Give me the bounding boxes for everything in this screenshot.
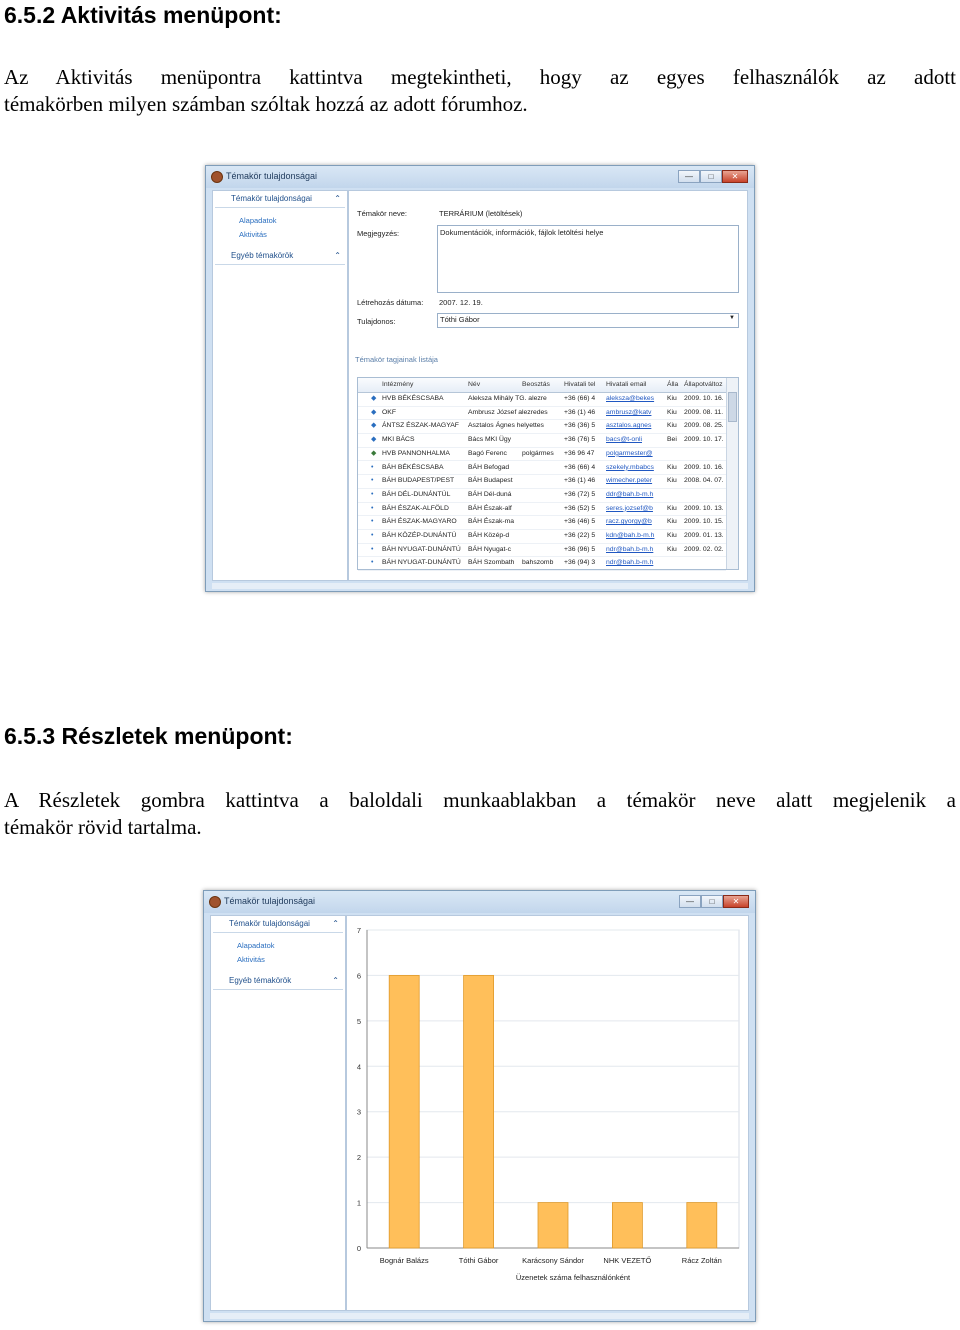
section-heading-reszletek: 6.5.3 Részletek menüpont: — [4, 723, 293, 749]
grid-header — [358, 378, 726, 393]
activity-bar-chart — [347, 916, 747, 1310]
bar — [612, 1203, 642, 1248]
bar — [464, 975, 494, 1248]
table-cell: 2009. 08. 11. — [684, 408, 724, 416]
table-cell: Kiu — [667, 408, 677, 416]
name-value: TERRÁRIUM (letöltések) — [439, 209, 523, 218]
window-activity-chart — [203, 890, 756, 1322]
table-cell: Kiu — [667, 545, 677, 553]
maximize-button[interactable]: □ — [700, 170, 722, 183]
table-cell: BÁH ÉSZAK-ALFÖLD — [382, 504, 449, 512]
bar — [538, 1203, 568, 1248]
sidebar-item-alapadatok[interactable]: Alapadatok — [239, 216, 277, 225]
table-cell: BÁH Észak-ma — [468, 518, 515, 526]
table-row[interactable] — [358, 433, 726, 448]
table-cell: +36 (36) 5 — [564, 422, 596, 430]
table-cell: Kiu — [667, 504, 677, 512]
sidebar-group-properties[interactable] — [213, 916, 343, 933]
table-cell: Kiu — [667, 518, 677, 526]
table-cell: ÁNTSZ ÉSZAK-MAGYAF — [382, 422, 459, 430]
members-grid — [357, 377, 739, 570]
table-row[interactable] — [358, 502, 726, 517]
table-cell[interactable]: aleksza@bekes — [606, 395, 655, 402]
table-cell[interactable]: polgarmester@ — [606, 449, 653, 457]
chevron-up-icon[interactable]: ⌃ — [332, 919, 339, 928]
table-cell: +36 (76) 5 — [564, 436, 596, 444]
table-cell[interactable]: szekely.mbabcs — [606, 463, 654, 471]
owner-select[interactable] — [437, 313, 739, 328]
table-row[interactable] — [358, 419, 726, 434]
window-title: Témakör tulajdonságai — [224, 896, 316, 906]
sidebar-item-aktivitas[interactable]: Aktivitás — [237, 955, 265, 964]
paragraph-line: Az Aktivitás menüpontra kattintva megtekintheti, hogy az egyes felhasználók az adott — [4, 65, 956, 89]
scroll-thumb[interactable] — [728, 392, 737, 422]
table-cell: Kiu — [667, 477, 677, 485]
table-cell[interactable]: asztalos.agnes — [606, 422, 652, 430]
table-row[interactable] — [358, 474, 726, 489]
created-label: Létrehozás dátuma: — [357, 298, 424, 307]
paragraph-line: A Részletek gombra kattintva a baloldali munkaablakban a témakör neve alatt megjelenik a — [4, 788, 956, 812]
table-cell: 2008. 04. 07. — [684, 477, 724, 485]
table-cell: Bács MKI Ügy — [468, 436, 512, 444]
table-cell: Aleksza Mihály TG. alezre — [468, 395, 547, 402]
note-label: Megjegyzés: — [357, 229, 400, 238]
y-tick-label: 6 — [356, 971, 361, 981]
chevron-up-icon[interactable]: ⌃ — [332, 976, 339, 985]
table-cell: +36 (96) 5 — [564, 545, 596, 553]
y-tick-label: 7 — [356, 926, 361, 935]
chevron-up-icon[interactable]: ⌃ — [334, 194, 341, 203]
x-tick-label: Bognár Balázs — [379, 1256, 429, 1265]
org-icon: • — [371, 545, 374, 553]
table-cell: polgármes — [522, 449, 554, 457]
table-row[interactable] — [358, 515, 726, 530]
table-cell: Kiu — [667, 422, 677, 430]
column-header[interactable]: Hivatali tel — [564, 381, 596, 388]
sidebar-group-label: Témakör tulajdonságai — [231, 194, 312, 203]
paragraph-aktivitas — [4, 64, 956, 118]
org-icon: ◆ — [371, 408, 377, 416]
table-cell: +36 (66) 4 — [564, 395, 596, 402]
table-cell: +36 (1) 46 — [564, 408, 596, 416]
y-tick-label: 3 — [356, 1107, 361, 1117]
org-icon: ◆ — [371, 436, 377, 444]
table-cell: BÁH NYUGAT-DUNÁNTÚ — [382, 559, 461, 567]
org-icon: ◆ — [371, 395, 377, 402]
table-cell[interactable]: wimecher.peter — [606, 477, 653, 485]
bar — [687, 1203, 717, 1248]
org-icon: • — [371, 490, 374, 498]
table-cell: 2009. 10. 17. — [684, 436, 724, 444]
note-textarea[interactable] — [437, 225, 739, 293]
table-cell: +36 (52) 5 — [564, 504, 596, 512]
table-row[interactable] — [358, 461, 726, 476]
org-icon: ◆ — [371, 422, 377, 430]
table-cell: +36 (1) 46 — [564, 477, 596, 485]
table-cell[interactable]: racz.gyorgy@b — [606, 518, 652, 526]
table-row[interactable] — [358, 529, 726, 544]
org-icon: • — [371, 518, 374, 526]
table-cell: Kiu — [667, 395, 677, 402]
column-header[interactable]: Állapotváltoz — [684, 381, 723, 388]
sidebar-item-aktivitas[interactable]: Aktivitás — [239, 230, 267, 239]
section-heading-aktivitas: 6.5.2 Aktivitás menüpont: — [4, 2, 282, 28]
table-cell: BÁH Szombath — [468, 559, 515, 567]
sidebar-item-alapadatok[interactable]: Alapadatok — [237, 941, 275, 950]
table-cell: Ambrusz József alezredes — [468, 408, 548, 416]
table-cell: +36 (46) 5 — [564, 518, 596, 526]
members-title: Témakör tagjainak listája — [355, 355, 438, 364]
column-header[interactable]: Beosztás — [522, 381, 550, 388]
table-cell: MKI BÁCS — [382, 436, 415, 444]
grid-scrollbar[interactable] — [726, 378, 738, 569]
table-cell: BÁH ÉSZAK-MAGYARO — [382, 518, 457, 526]
table-cell: +36 96 47 — [564, 449, 595, 457]
x-tick-label: NHK VEZETŐ — [603, 1256, 652, 1265]
created-value: 2007. 12. 19. — [439, 298, 483, 307]
table-cell: BÁH DÉL-DUNÁNTÚL — [382, 490, 451, 498]
note-value: Dokumentációk, információk, fájlok letöltési helye — [440, 228, 604, 237]
table-cell: 2009. 02. 02. — [684, 545, 724, 553]
bar — [389, 975, 419, 1248]
table-cell[interactable]: ddr@bah.b-m.h — [606, 490, 654, 498]
sidebar-group-properties[interactable] — [215, 191, 345, 208]
table-cell: BÁH Budapest — [468, 477, 513, 485]
table-row[interactable] — [358, 488, 726, 503]
y-tick-label: 2 — [356, 1153, 361, 1163]
table-cell: Bei — [667, 436, 677, 444]
table-cell: 2009. 10. 16. — [684, 463, 724, 471]
table-cell: Asztalos Ágnes helyettes — [468, 422, 544, 430]
org-icon: • — [371, 504, 374, 512]
column-header[interactable]: Intézmény — [382, 381, 414, 388]
y-tick-label: 0 — [356, 1244, 361, 1253]
table-cell: +36 (66) 4 — [564, 463, 596, 471]
table-cell: BÁH KÖZÉP-DUNÁNTÚ — [382, 532, 457, 539]
table-cell[interactable]: bacs@t-onli — [606, 436, 642, 444]
maximize-button[interactable]: □ — [701, 895, 723, 908]
table-cell[interactable]: kdn@bah.b-m.h — [606, 532, 655, 539]
table-row[interactable] — [358, 392, 726, 407]
table-cell: 2009. 10. 13. — [684, 504, 724, 512]
table-cell: HVB BÉKÉSCSABA — [382, 395, 444, 402]
sidebar — [210, 915, 346, 1311]
chart-panel — [346, 915, 749, 1311]
table-row[interactable] — [358, 447, 726, 462]
statusbar — [210, 1313, 749, 1319]
sidebar-group-label: Egyéb témakörök — [229, 976, 292, 985]
table-cell[interactable]: seres.jozsef@b — [606, 504, 653, 512]
content-panel — [348, 190, 748, 581]
window-member-list — [205, 165, 755, 592]
titlebar — [206, 166, 754, 188]
table-cell[interactable]: ambrusz@katv — [606, 408, 652, 416]
close-button[interactable]: ✕ — [723, 895, 749, 908]
chevron-down-icon[interactable]: ▼ — [729, 315, 735, 321]
owner-value: Tóthi Gábor — [440, 315, 480, 324]
close-button[interactable]: ✕ — [722, 170, 748, 183]
table-cell[interactable]: ndr@bah.b-m.h — [606, 545, 654, 553]
paragraph-line: témakörben milyen számban szóltak hozzá az adott fórumhoz. — [4, 92, 528, 116]
name-label: Témakör neve: — [357, 209, 408, 218]
org-icon: ◆ — [371, 449, 377, 457]
table-cell: BÁH Közép-d — [468, 532, 510, 539]
column-header[interactable]: Álla — [667, 381, 679, 388]
x-tick-label: Rácz Zoltán — [681, 1256, 722, 1265]
org-icon: • — [371, 559, 374, 567]
app-icon — [211, 171, 223, 183]
table-cell: HVB PANNONHALMA — [382, 449, 450, 457]
y-tick-label: 4 — [356, 1062, 361, 1072]
table-row[interactable] — [358, 543, 726, 558]
table-cell: BÁH Befogad — [468, 463, 510, 471]
sidebar-group-label: Egyéb témakörök — [231, 251, 294, 260]
org-icon: • — [371, 477, 374, 485]
table-cell: bahszomb — [522, 559, 554, 567]
table-cell: 2009. 08. 25. — [684, 422, 724, 430]
table-cell: BÁH BÉKÉSCSABA — [382, 463, 444, 471]
y-tick-label: 5 — [356, 1016, 361, 1026]
sidebar — [212, 190, 348, 581]
column-header[interactable]: Hivatali email — [606, 381, 647, 388]
statusbar — [212, 583, 748, 589]
table-cell: Kiu — [667, 532, 677, 539]
app-icon — [209, 896, 221, 908]
paragraph-reszletek — [4, 787, 956, 841]
owner-label: Tulajdonos: — [357, 317, 396, 326]
org-icon: • — [371, 532, 374, 539]
plot-area — [367, 930, 739, 1248]
minimize-button[interactable]: — — [679, 895, 701, 908]
table-cell: +36 (94) 3 — [564, 559, 596, 567]
sidebar-group-other[interactable] — [213, 973, 343, 990]
x-tick-label: Karácsony Sándor — [522, 1256, 584, 1265]
sidebar-group-label: Témakör tulajdonságai — [229, 919, 310, 928]
table-row[interactable] — [358, 406, 726, 421]
table-cell: 2009. 01. 13. — [684, 532, 724, 539]
table-cell: BÁH Dél-duná — [468, 490, 512, 498]
table-cell: +36 (72) 5 — [564, 490, 596, 498]
x-tick-label: Tóthi Gábor — [458, 1256, 499, 1265]
x-axis-label: Üzenetek száma felhasználónként — [515, 1273, 631, 1282]
table-cell: 2009. 10. 16. — [684, 395, 724, 402]
sidebar-group-other[interactable] — [215, 248, 345, 265]
table-row[interactable] — [358, 556, 726, 571]
table-cell: Bagó Ferenc — [468, 449, 507, 457]
titlebar — [204, 891, 755, 913]
table-cell[interactable]: ndr@bah.b-m.h — [606, 559, 654, 567]
column-header[interactable]: Név — [468, 381, 481, 388]
table-cell: BÁH Észak-alf — [468, 504, 512, 512]
grid-corner — [361, 381, 369, 389]
chevron-up-icon[interactable]: ⌃ — [334, 251, 341, 260]
table-cell: Kiu — [667, 463, 677, 471]
minimize-button[interactable]: — — [678, 170, 700, 183]
table-cell: 2009. 10. 15. — [684, 518, 724, 526]
table-cell: BÁH BUDAPEST/PEST — [382, 477, 455, 485]
table-cell: BÁH NYUGAT-DUNÁNTÚ — [382, 545, 461, 553]
table-cell: +36 (22) 5 — [564, 532, 596, 539]
y-tick-label: 1 — [356, 1198, 361, 1208]
paragraph-line: témakör rövid tartalma. — [4, 815, 202, 839]
window-title: Témakör tulajdonságai — [226, 171, 318, 181]
table-cell: BÁH Nyugat-c — [468, 545, 512, 553]
table-cell: OKF — [382, 408, 396, 416]
org-icon: • — [371, 463, 374, 471]
